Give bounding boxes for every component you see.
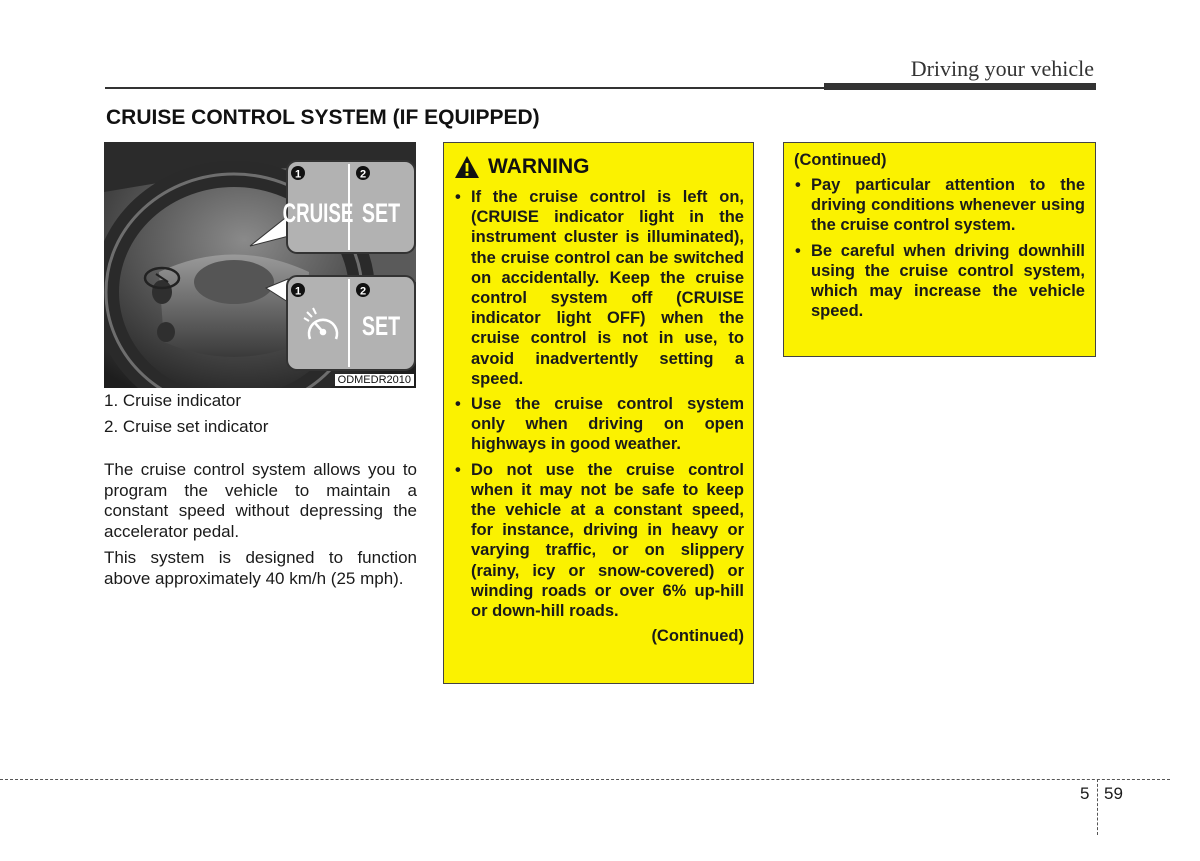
body-paragraph: This system is designed to function above approximately 40 km/h (25 mph). [104, 548, 417, 588]
caption-cruise-indicator: 1. Cruise indicator [104, 391, 242, 410]
body-text [104, 460, 417, 595]
badge-2: 2 [359, 168, 367, 181]
warning-triangle-icon [454, 155, 480, 179]
warning-item: • If the cruise control is left on, (CRUISE indicator light in the instrument cluster is illuminated), the cruise control can be switched on accidentally. Keep the cruise control system off (CRUISE indicator light OFF) when the cruise control is not in use, to avoid inadvertently setting a speed. [454, 187, 744, 389]
cruise-indicator-label: CRUISE [282, 197, 354, 228]
warning-list [794, 175, 1085, 321]
running-header: Driving your vehicle [910, 56, 1094, 81]
caption-cruise-set-indicator: 2. Cruise set indicator [104, 417, 269, 436]
warning-continued-box [783, 142, 1096, 357]
continued-label: (Continued) [651, 627, 744, 646]
body-paragraph: The cruise control system allows you to program the vehicle to maintain a constant speed without depressing the accelerator pedal. [104, 460, 417, 541]
section-title: CRUISE CONTROL SYSTEM (IF EQUIPPED) [106, 106, 540, 129]
badge-1: 1 [294, 285, 302, 298]
footer-divider [1097, 779, 1098, 835]
header-rule [105, 87, 825, 89]
warning-item: • Do not use the cruise control when it may not be safe to keep the vehicle at a constant speed, for instance, driving in heavy or varying traffic, or on slippery (rainy, icy or snow-covered) or winding roads or over 6% up-hill or down-hill roads. [454, 460, 744, 622]
badge-2: 2 [359, 285, 367, 298]
warning-list [454, 187, 744, 621]
header-rule-accent [824, 83, 1096, 90]
warning-box [443, 142, 754, 684]
figure-captions [104, 388, 416, 440]
warning-header [454, 153, 744, 181]
warning-title: WARNING [488, 155, 590, 178]
badge-1: 1 [294, 168, 302, 181]
cruise-indicator-figure [104, 142, 416, 388]
steering-wheel-illustration [104, 142, 416, 388]
page-number: 59 [1104, 784, 1123, 803]
continued-title: (Continued) [794, 151, 887, 169]
footer-rule [0, 779, 1170, 780]
warning-item: • Be careful when driving downhill using the cruise control system, which may increase the vehicle speed. [794, 241, 1085, 322]
set-indicator-label: SET [361, 311, 401, 341]
chapter-number: 5 [1080, 784, 1090, 803]
warning-item: • Use the cruise control system only when driving on open highways in good weather. [454, 394, 744, 455]
warning-item: • Pay particular attention to the driving conditions whenever using the cruise control system. [794, 175, 1085, 236]
figure-code: ODMEDR2010 [335, 374, 414, 386]
set-indicator-label: SET [361, 198, 401, 228]
